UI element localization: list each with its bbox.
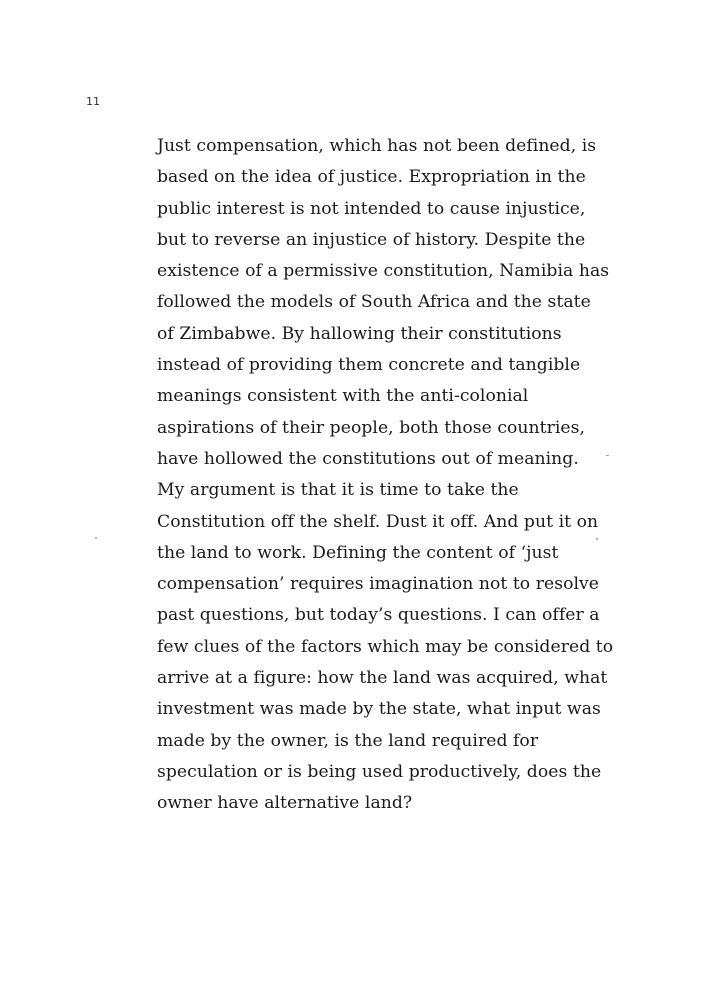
body-line: aspirations of their people, both those countries, bbox=[157, 417, 586, 438]
scan-speck bbox=[606, 455, 609, 456]
body-line: few clues of the factors which may be considered to bbox=[157, 636, 614, 657]
body-line: meanings consistent with the anti-colonial bbox=[157, 386, 529, 407]
body-line: existence of a permissive constitution, Namibia has bbox=[157, 261, 610, 282]
body-line: based on the idea of justice. Expropriation in the bbox=[157, 167, 586, 188]
body-line: followed the models of South Africa and the state bbox=[157, 292, 591, 313]
scan-speck bbox=[596, 538, 598, 540]
page-number: 11 bbox=[86, 95, 100, 108]
body-line: have hollowed the constitutions out of meaning. bbox=[157, 448, 579, 469]
body-line: past questions, but today’s questions. I can offer a bbox=[157, 605, 600, 626]
body-line: but to reverse an injustice of history. Despite the bbox=[157, 229, 586, 250]
body-line: instead of providing them concrete and tangible bbox=[157, 355, 581, 376]
body-line: compensation’ requires imagination not to resolve bbox=[157, 574, 599, 595]
body-line: the land to work. Defining the content of ‘just bbox=[157, 542, 559, 563]
body-line: investment was made by the state, what input was bbox=[157, 699, 601, 720]
body-paragraph bbox=[157, 131, 627, 820]
body-line: public interest is not intended to cause injustice, bbox=[157, 198, 586, 219]
scan-speck bbox=[95, 537, 97, 539]
body-line: of Zimbabwe. By hallowing their constitutions bbox=[157, 323, 562, 344]
body-line: made by the owner, is the land required for bbox=[157, 730, 539, 751]
body-line: owner have alternative land? bbox=[157, 793, 413, 814]
body-line: speculation or is being used productively, does the bbox=[157, 761, 602, 782]
body-line: Just compensation, which has not been defined, is bbox=[157, 136, 597, 156]
body-line: Constitution off the shelf. Dust it off. And put it on bbox=[157, 511, 599, 532]
body-line: arrive at a figure: how the land was acquired, what bbox=[157, 668, 608, 689]
body-line: My argument is that it is time to take the bbox=[157, 480, 519, 501]
